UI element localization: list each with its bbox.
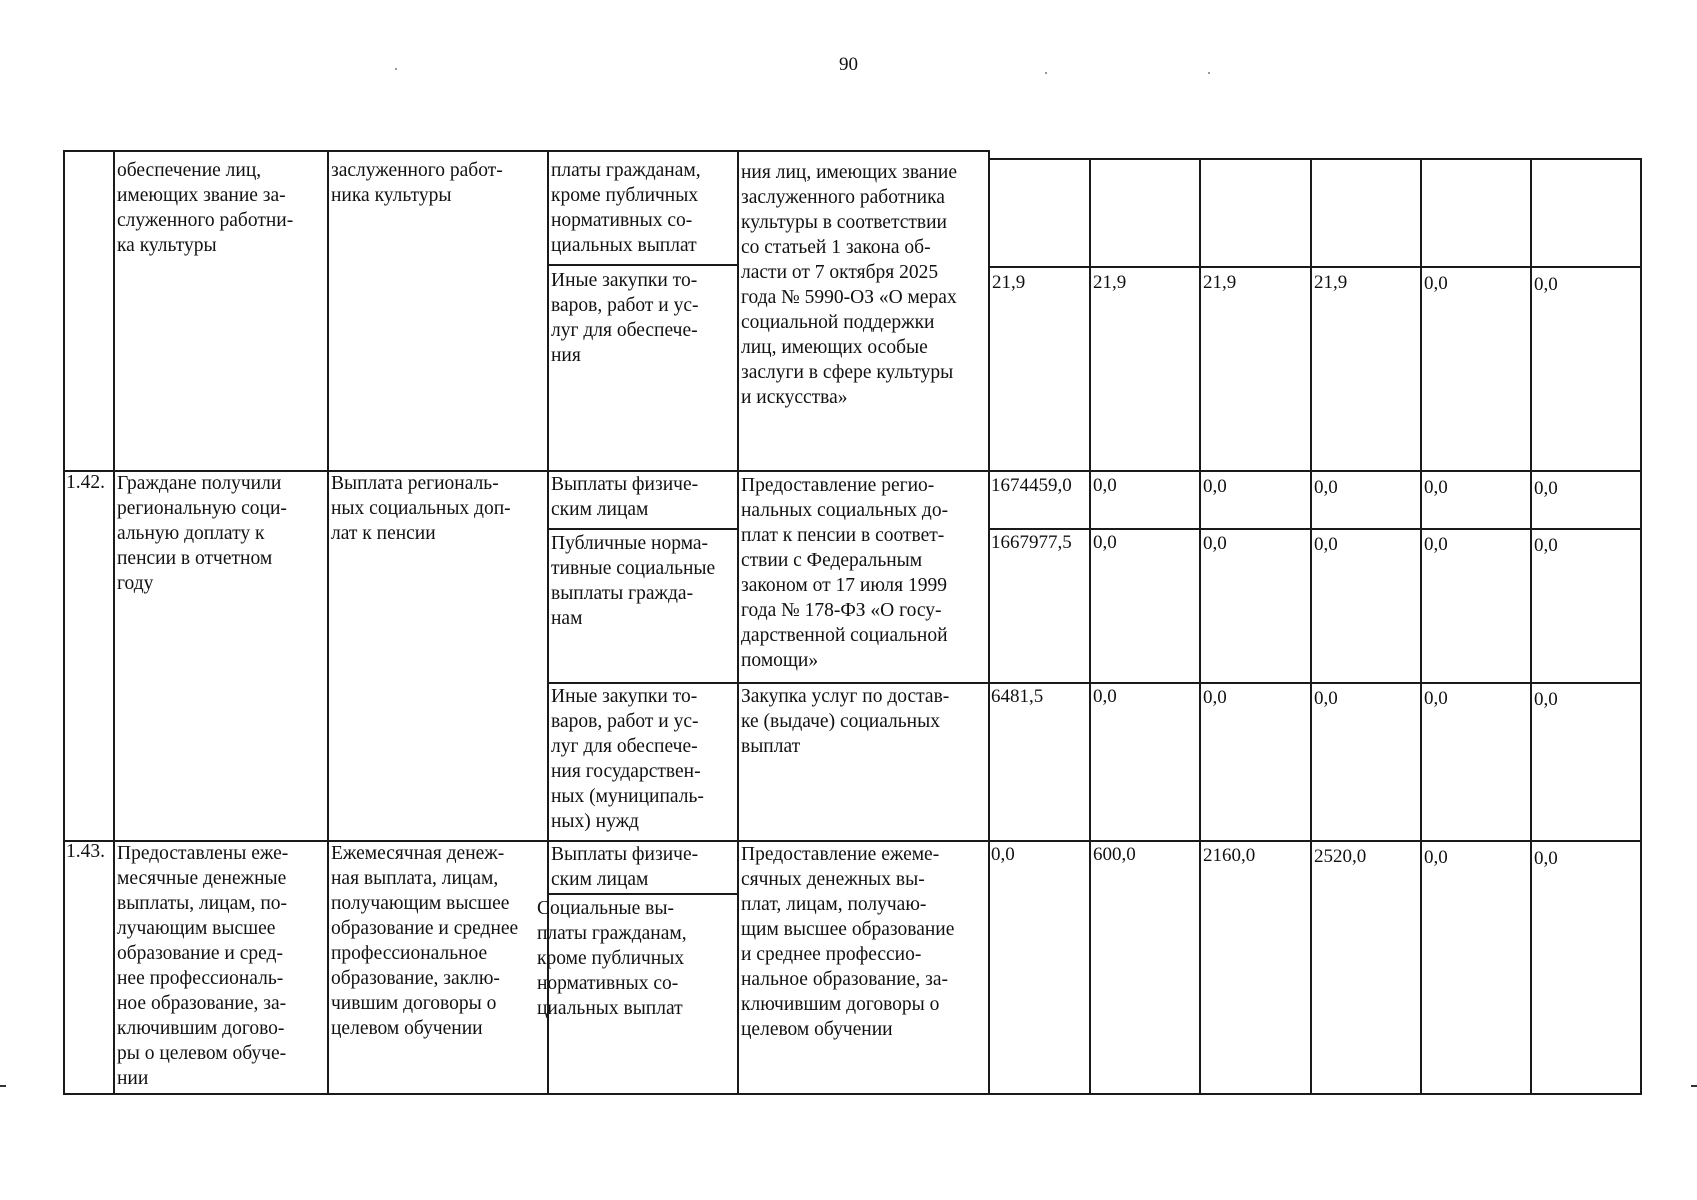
value-cell: 0,0 [1534,848,1558,869]
col-rule [1420,158,1422,1095]
value-cell: 0,0 [1424,477,1448,498]
table-right-border [1640,158,1642,1095]
col-rule [1530,158,1532,1095]
legal-basis-cell: ния лиц, имеющих звание заслуженного работника культуры в соответствии со статьей 1 закона об- ласти от 7 октября 2025 года № 5990-ОЗ «О мерах социальной поддержки лиц, имеющих особые заслуги в сфере культуры и искусства» [741,162,957,408]
value-cell: 21,9 [1203,272,1237,293]
col-rule [1089,158,1091,1095]
expense-type-cell: Иные закупки то- варов, работ и ус- луг для обеспече- ния [551,270,699,366]
expense-type-cell: Выплаты физиче- ским лицам [551,474,699,520]
value-cell: 1667977,5 [991,532,1072,553]
value-cell: 0,0 [1093,475,1117,496]
table-top-border [63,150,990,152]
legal-basis-cell: Предоставление ежеме- сячных денежных вы- плат, лицам, получаю- щим высшее образование и среднее профессио- нальное образование, за- ключившим договоры о целевом обучении [741,844,955,1040]
expense-type-cell: платы гражданам, кроме публичных нормативных со- циальных выплат [551,160,701,256]
page-number: 90 [839,54,858,75]
value-cell: 21,9 [1093,272,1127,293]
col-rule [1310,158,1312,1095]
table-top-border-right [988,158,1642,160]
legal-basis-cell: Закупка услуг по достав- ке (выдаче) социальных выплат [741,686,950,757]
value-cell: 1674459,0 [991,475,1072,496]
value-cell: 0,0 [1203,533,1227,554]
expense-type-cell: Иные закупки то- варов, работ и ус- луг для обеспече- ния государствен- ных (муниципаль- ных) нужд [551,686,704,832]
value-cell: 0,0 [1424,273,1448,294]
expense-type-cell: Выплаты физиче- ским лицам [551,844,699,890]
value-cell: 0,0 [1424,688,1448,709]
value-cell: 0,0 [1534,274,1558,295]
value-cell: 0,0 [1093,532,1117,553]
result-cell: Предоставлены еже- месячные денежные выплаты, лицам, по- лучающим высшее образование и сред- нее профессиональ- ное образование, за- ключившим догово- ры о целевом обуче- нии [117,843,289,1089]
col-rule [988,150,990,1095]
value-cell: 0,0 [1314,477,1338,498]
row-rule [547,528,737,530]
value-cell: 0,0 [1314,688,1338,709]
value-cell: 6481,5 [991,686,1044,707]
value-cell: 0,0 [991,844,1015,865]
expense-type-cell: Социальные вы- платы гражданам, кроме публичных нормативных со- циальных выплат [537,898,687,1019]
value-cell: 0,0 [1203,687,1227,708]
result-cell: Граждане получили региональную соци- альную доплату к пенсии в отчетном году [117,473,287,594]
col-rule [1199,158,1201,1095]
value-cell: 2520,0 [1314,846,1367,867]
row-rule [988,528,1642,530]
value-cell: 0,0 [1314,534,1338,555]
event-cell: Выплата региональ- ных социальных доп- лат к пенсии [331,473,511,544]
row-number: 1.43. [66,841,105,862]
event-cell: Ежемесячная денеж- ная выплата, лицам, получающим высшее образование и среднее профессиональное образование, заклю- чившим договоры о целевом обучении [331,843,519,1039]
value-cell: 21,9 [1314,272,1348,293]
row-rule [547,893,737,895]
col-rule [737,150,739,1095]
row-rule [547,264,737,266]
value-cell: 600,0 [1093,844,1136,865]
value-cell: 0,0 [1534,478,1558,499]
value-cell: 0,0 [1424,534,1448,555]
value-cell: 21,9 [992,272,1026,293]
col-rule [63,150,65,1095]
table-bottom-border [63,1093,1642,1095]
row-number: 1.42. [66,472,105,493]
value-cell: 0,0 [1534,689,1558,710]
value-cell: 2160,0 [1203,845,1256,866]
value-cell: 0,0 [1534,535,1558,556]
event-cell: заслуженного работ- ника культуры [331,160,503,206]
row-rule [988,266,1642,268]
legal-basis-cell: Предоставление регио- нальных социальных до- плат к пенсии в соответ- ствии с Федеральным законом от 17 июля 1999 года № 178-ФЗ «О госу- дарственной социальной помощи» [741,475,949,671]
result-cell: обеспечение лиц, имеющих звание за- служенного работни- ка культуры [117,160,294,256]
expense-type-cell: Публичные норма- тивные социальные выплаты гражда- нам [551,533,716,629]
value-cell: 0,0 [1093,686,1117,707]
value-cell: 0,0 [1424,847,1448,868]
col-rule [113,150,115,1095]
col-rule [327,150,329,1095]
value-cell: 0,0 [1203,476,1227,497]
